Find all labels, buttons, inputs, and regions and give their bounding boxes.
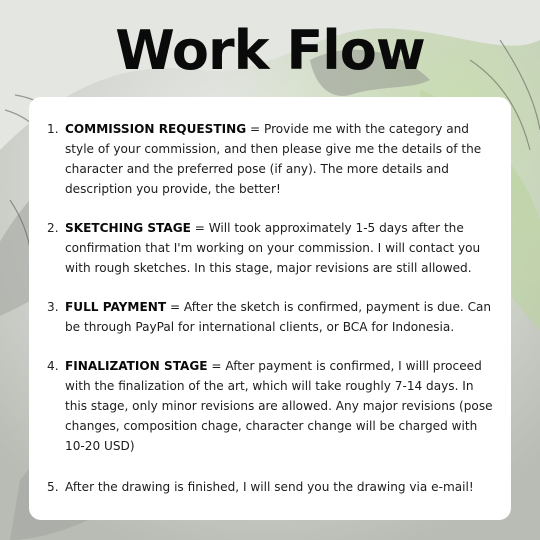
step-description: = Provide me with the category and style of your commission, and then please give me the details of the character and the preferred pose (if any). The more details and description you provide, the better!: [65, 122, 482, 196]
step-description: After the drawing is finished, I will send you the drawing via e-mail!: [65, 480, 474, 494]
step-description: = Will took approximately 1-5 days after the confirmation that I'm working on your commission. I will contact you with rough sketches. In this stage, major revisions are still allowed.: [65, 221, 481, 275]
step-number: 5.: [47, 480, 59, 494]
workflow-step-1: [47, 119, 493, 199]
step-heading: FULL PAYMENT: [65, 300, 167, 314]
step-heading: FINALIZATION STAGE: [65, 359, 208, 373]
step-number: 2.: [47, 221, 59, 235]
step-heading: COMMISSION REQUESTING: [65, 122, 247, 136]
workflow-step-4: [47, 356, 493, 456]
step-description: = After payment is confirmed, I willl proceed with the finalization of the art, which will take roughly 7-14 days. In this stage, only minor revisions are allowed. Any major revisions (pose changes, composition chage, character change will be charged with 10-20 USD): [65, 359, 493, 453]
step-number: 1.: [47, 122, 59, 136]
step-number: 4.: [47, 359, 59, 373]
step-number: 3.: [47, 300, 59, 314]
step-heading: SKETCHING STAGE: [65, 221, 191, 235]
workflow-step-3: [47, 297, 493, 337]
workflow-steps-list: [47, 119, 493, 497]
page-title: Work Flow: [115, 19, 425, 82]
step-description: = After the sketch is confirmed, payment is due. Can be through PayPal for international clients, or BCA for Indonesia.: [65, 300, 492, 334]
workflow-card: [29, 97, 511, 520]
workflow-step-5: [47, 477, 493, 497]
workflow-step-2: [47, 218, 493, 278]
